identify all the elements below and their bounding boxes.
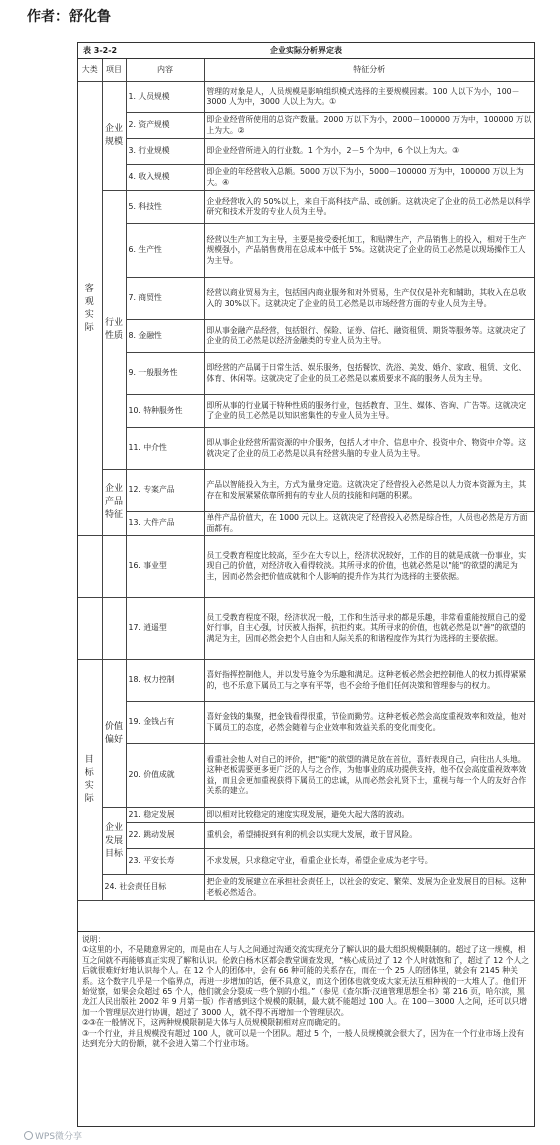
content-cell: 6. 生产性 [126, 224, 204, 278]
content-cell: 5. 科技性 [126, 191, 204, 224]
feature-cell: 把企业的发展建立在承担社会责任上，以社会的安定、繁荣、发展为企业发展目的目标。这种老板必然适合。 [204, 875, 534, 901]
header-feature: 特征分析 [204, 59, 534, 82]
feature-cell: 即以相对比较稳定的速度实现发展，避免大起大落的波动。 [204, 808, 534, 823]
table-row [78, 808, 534, 823]
content-cell: 20. 价值成就 [126, 744, 204, 808]
notes-heading: 说明： [82, 935, 106, 944]
feature-cell: 经营以商业贸易为主，包括国内商业服务和对外贸易，生产仅仅是补充和辅助，其收入在总收入的 30%以下。这就决定了企业的员工必然是以市场经营方面的专业人员为主导。 [204, 278, 534, 320]
table-row [78, 191, 534, 224]
feature-cell: 员工受教育程度比较高，至少在大专以上，经济状况较好，工作的目的就是成就一份事业，实现自己的价值，对经济收入看得较淡。其所寻求的价值，也就必然是以"能"的欲望的满足为主，因而必然会把价值成就和个人影响的提升作为其行为选择的主要依据。 [204, 536, 534, 598]
content-cell: 19. 金钱占有 [126, 702, 204, 744]
feature-cell: 喜好指挥控制他人，并以发号施令为乐趣和满足。这种老板必然会把控制他人的权力抓得紧紧的，也不乐意下属员工与之享有平等，也不会给予他们任何决策和管理参与的权力。 [204, 660, 534, 702]
feature-cell: 员工受教育程度不限，经济状况一般，工作和生活寻求的都是乐趣，非常看重能按照自己的爱好行事，自主心强，讨厌被人指挥，抗拒约束。其所寻求的价值，也就必然是以"善"的欲望的满足为主，因而必然会把个人自由和人际关系的和谐程度作为其行为选择的主要依据。 [204, 598, 534, 660]
feature-cell: 即所从事的行业属于特种性质的服务行业，包括教育、卫生、媒体、咨询、广告等。这就决定了企业的员工必然是以知识密集性的专业人员为主导。 [204, 395, 534, 428]
feature-cell: 不求发展，只求稳定守业，看重企业长寿，希望企业成为老字号。 [204, 849, 534, 875]
header-item: 项目 [102, 59, 126, 82]
note-paragraph: ①这里的小，不是随意界定的，而是由在人与人之间通过沟通交流实现充分了解认识的最大组织规模限制的。超过了这一规模，相互之间就不再能够真正实现了解和认识。伦敦白杨木区都会教堂调查发现，“核心成员过了 12 个人时就饱和了，超过了 12 个人之后就很难好好地认识每个人。在 12 个人的团体中，会有 66 种可能的关系存在，而在一个 25 人的团体里，就会有 2145 种关系。这个数字几乎是一个临界点，再进一步增加的话，便不具意义，而这个团体也就变成大家无法互相种视的一大堆人了。他们开始觉察，如果会众超过 65 个人，他们就会分裂成一些个别的小组。”（参见《查尔斯·汉迪管理思想全书》第 216 页，哈尔滨，黑龙江人民出版社 2002 年 9 月第一版）作者感到这个规模的限制，最大就不能超过 100 人。在 100－3000 人之间，还可以只增加一个管理层次进行协调，超过了 3000 人，就不得不再增加一个管理层次。 [82, 945, 530, 1017]
table-row [78, 512, 534, 536]
content-cell: 17. 逍遥型 [126, 598, 204, 660]
content-cell: 16. 事业型 [126, 536, 204, 598]
table-title: 企业实际分析界定表 [270, 46, 342, 55]
sub-scale: 企业规模 [102, 82, 126, 191]
table-row [78, 470, 534, 512]
sub-value: 价值偏好 [102, 660, 126, 808]
feature-cell: 即企业经营所使用的总资产数量。2000 万以下为小，2000－100000 万为中，100000 万以上为大。② [204, 113, 534, 139]
feature-cell: 即企业经营所进入的行业数。1 个为小，2－5 个为中，6 个以上为大。③ [204, 139, 534, 165]
table-row [78, 536, 534, 598]
table-row [78, 395, 534, 428]
empty-cell [102, 598, 126, 660]
note-paragraph: ③一个行业，并且规模没有超过 100 人，就可以是一个团队。超过 5 个，一般人员规模就会很大了，因为在一个行业市场上没有达到充分大的份额，就不会进入第二个行业市场。 [82, 1028, 525, 1049]
sub-product: 企业产品特征 [102, 470, 126, 536]
content-cell: 22. 跳动发展 [126, 823, 204, 849]
table-row [78, 353, 534, 395]
feature-cell: 即企业的年经营收入总额。5000 万以下为小，5000－100000 万为中，100000 万以上为大。④ [204, 165, 534, 191]
header-row [78, 59, 534, 82]
watermark-text: WPS微分享 [35, 1132, 83, 1142]
table-row [78, 849, 534, 875]
empty-cell [102, 536, 126, 598]
content-cell: 11. 中介性 [126, 428, 204, 470]
wps-logo-icon [24, 1131, 33, 1140]
content-cell: 12. 专案产品 [126, 470, 204, 512]
content-cell: 4. 收入规模 [126, 165, 204, 191]
table-row [78, 278, 534, 320]
table-row [78, 82, 534, 113]
feature-cell: 即从事企业经营所需资源的中介服务，包括人才中介、信息中介、投资中介、物资中介等。这就决定了企业的员工必然是以具有经营头脑的专业人员为主导。 [204, 428, 534, 470]
author-line: 作者：舒化鲁 [27, 9, 111, 25]
empty-cell [78, 598, 102, 660]
feature-cell: 重机会，希望捕捉到有利的机会以实现大发展，敢于冒风险。 [204, 823, 534, 849]
table-row [78, 598, 534, 660]
content-cell: 13. 大件产品 [126, 512, 204, 536]
sub-dev: 企业发展目标 [102, 808, 126, 875]
table-row [78, 702, 534, 744]
feature-cell: 单件产品价值大，在 1000 元以上。这就决定了经营投入必然是综合性，人员也必然是方方面面都有。 [204, 512, 534, 536]
feature-cell: 看重社会他人对自己的评价，把"能"的欲望的满足放在首位，喜好表现自己，向往出人头地。这种老板需要更多更广泛的人与之合作，为他事业的成功提供支持，他不仅会高度重视效率效益，而且会更加重视获得下属员工的忠诚，从而必然会礼贤下士，重视与每一个人的友好合作关系的建立。 [204, 744, 534, 808]
content-cell: 2. 资产规模 [126, 113, 204, 139]
header-category: 大类 [78, 59, 102, 82]
feature-cell: 即从事金融产品经营，包括银行、保险、证券、信托、融资租赁、期货等服务等。这就决定了企业的员工必然是以经济金融类的专业人员为主导。 [204, 320, 534, 353]
note-paragraph: ②③在一般情况下，这两种规模限制是大体与人员规模限制相对应而确定的。 [82, 1018, 346, 1028]
table-row [78, 113, 534, 139]
sub-industry: 行业性质 [102, 191, 126, 470]
table-row [78, 823, 534, 849]
table-row [78, 875, 534, 901]
category-goal: 目标实际 [78, 660, 102, 901]
table-row [78, 320, 534, 353]
table-row [78, 139, 534, 165]
content-cell: 7. 商贸性 [126, 278, 204, 320]
content-cell: 8. 金融性 [126, 320, 204, 353]
empty-cell [78, 536, 102, 598]
table-row [78, 428, 534, 470]
feature-cell: 喜好金钱的集聚，把金钱看得很重，节俭而勤劳。这种老板必然会高度重视效率和效益，他对下属员工的态度，必然会随着与企业效率和效益关系的变化而变化。 [204, 702, 534, 744]
content-cell: 23. 平安长寿 [126, 849, 204, 875]
category-objective: 客观实际 [78, 82, 102, 536]
content-cell: 1. 人员规模 [126, 82, 204, 113]
table-row [78, 224, 534, 278]
table-row [78, 660, 534, 702]
analysis-table-frame [77, 42, 535, 1127]
table-row [78, 165, 534, 191]
feature-cell: 产品以智能投入为主，方式为量身定造。这就决定了经营投入必然是以人力资本资源为主，其存在和发展紧紧依靠所拥有的专业人员的技能和问题的积累。 [204, 470, 534, 512]
content-cell: 3. 行业规模 [126, 139, 204, 165]
header-content: 内容 [126, 59, 204, 82]
content-cell: 10. 特种服务性 [126, 395, 204, 428]
notes-section [78, 931, 534, 1126]
content-cell: 21. 稳定发展 [126, 808, 204, 823]
content-cell: 18. 权力控制 [126, 660, 204, 702]
content-cell: 9. 一般服务性 [126, 353, 204, 395]
feature-cell: 经营以生产加工为主导，主要是接受委托加工，和贴牌生产，产品销售上的投入，相对于生产规模强小，产品销售费用在总成本中低于 5%。这就决定了企业的员工必然是以现场操作工人为主导。 [204, 224, 534, 278]
content-cell: 24. 社会责任目标 [102, 875, 204, 901]
feature-cell: 即经营的产品属于日常生活、娱乐服务，包括餐饮、洗浴、美发、婚介、家政、租赁、文化、体育、休闲等。这就决定了企业的员工必然是以素质要求不高的服务人员为主导。 [204, 353, 534, 395]
table-row [78, 744, 534, 808]
feature-cell: 管理的对象是人，人员规模是影响组织模式选择的主要规模因素。100 人以下为小，100－3000 人为中，3000 人以上为大。① [204, 82, 534, 113]
feature-cell: 企业经营收入的 50%以上，来自于高科技产品、或创新。这就决定了企业的员工必然是以科学研究和技术开发的专业人员为主导。 [204, 191, 534, 224]
table-caption [78, 43, 534, 59]
watermark [24, 1129, 82, 1142]
analysis-table [78, 59, 534, 901]
table-number: 表 3-2-2 [83, 46, 118, 55]
